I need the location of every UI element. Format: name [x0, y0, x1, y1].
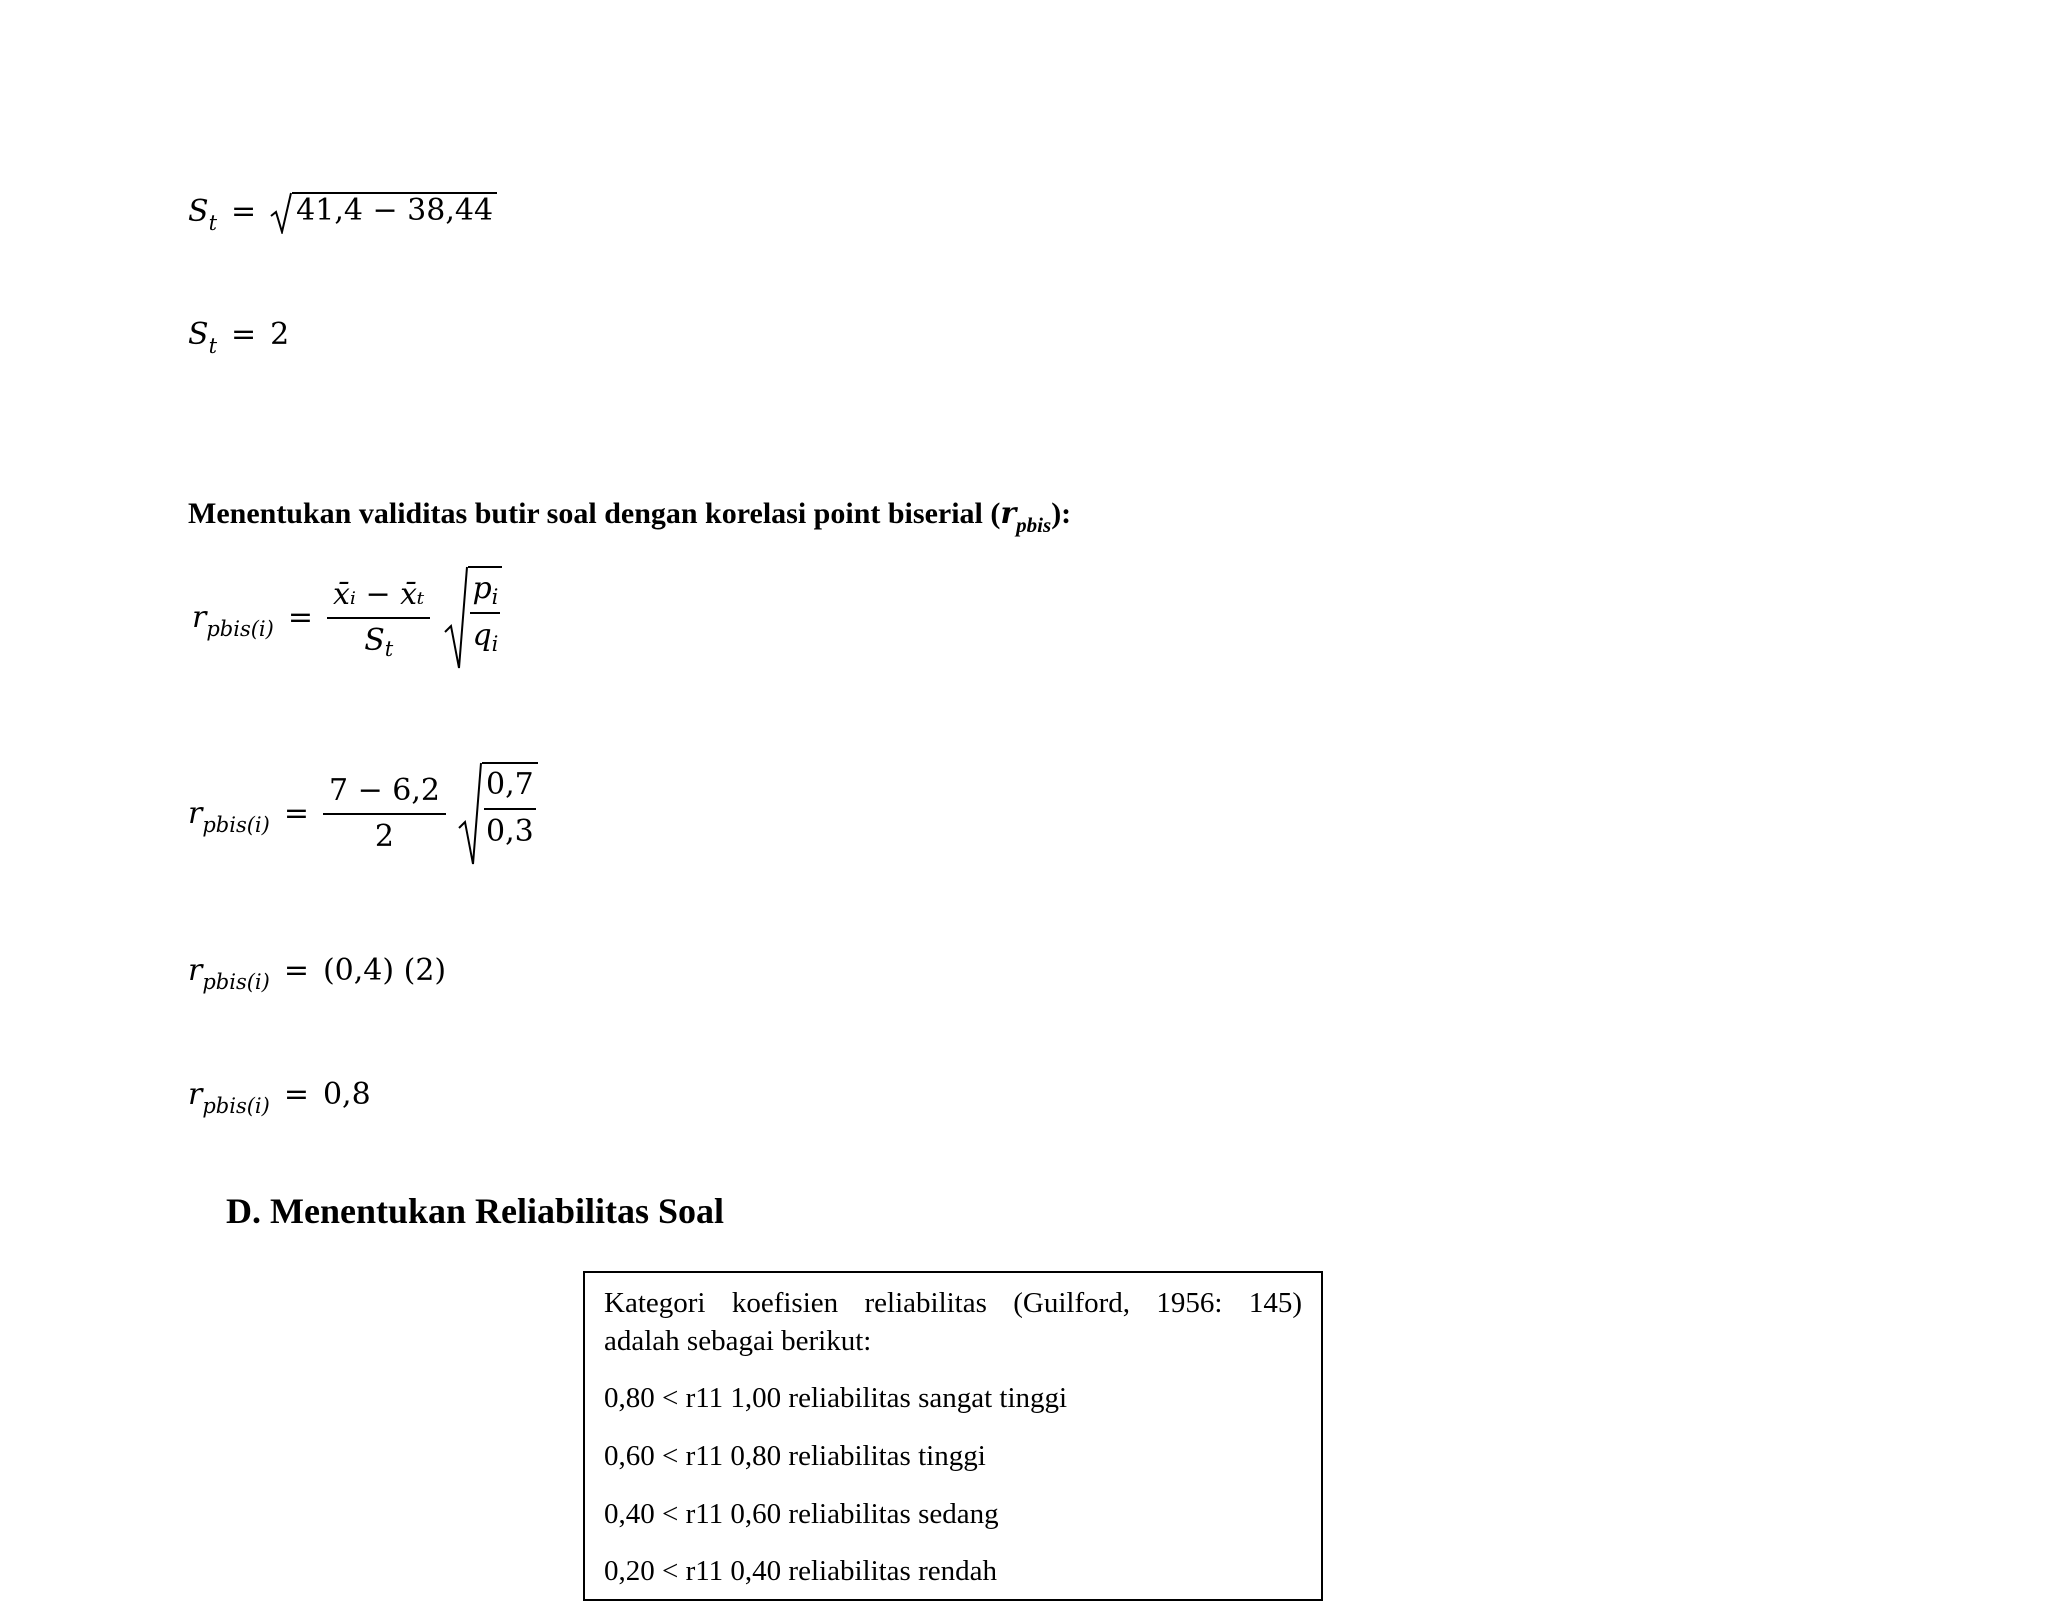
q-sub: i	[491, 631, 499, 656]
fraction-bar	[470, 612, 500, 614]
square-root	[270, 192, 497, 234]
rpbis-subscript: pbis(i)	[202, 813, 270, 837]
validity-heading-var: r	[1000, 496, 1017, 531]
radicand	[468, 566, 502, 670]
st-value: 2	[270, 317, 290, 352]
validity-heading-sub: pbis	[1016, 513, 1052, 537]
intro-word: 145)	[1248, 1287, 1302, 1319]
ratio-fraction	[484, 768, 536, 849]
square-root	[458, 762, 538, 866]
equals-sign: =	[283, 1077, 309, 1112]
intro-word: koefisien	[731, 1287, 839, 1319]
fraction-numerator: x̄ᵢ − x̄ₜ	[332, 576, 425, 612]
validity-heading-tail: ):	[1051, 497, 1072, 530]
p-var: p	[472, 571, 492, 606]
p-sub: i	[491, 585, 499, 609]
rpbis-var: r	[192, 600, 207, 635]
validity-heading-text: Menentukan validitas butir soal dengan korelasi point biserial (	[188, 497, 1001, 530]
rpbis-subscript: pbis(i)	[202, 1094, 270, 1118]
mean-difference-fraction	[323, 774, 446, 855]
rpbis-subscript: pbis(i)	[206, 617, 274, 641]
rpbis-var: r	[188, 1077, 203, 1112]
st-equation-result	[188, 317, 290, 358]
fraction-numerator: 7 − 6,2	[328, 772, 440, 808]
mean-difference-fraction	[327, 578, 430, 659]
section-d-heading: D. Menentukan Reliabilitas Soal	[226, 1191, 725, 1231]
rpbis-step	[188, 953, 447, 994]
rpbis-formula	[192, 566, 502, 670]
box-intro-line-1	[604, 1285, 1302, 1323]
rpbis-lhs	[188, 796, 270, 837]
intro-word: Kategori	[604, 1287, 706, 1319]
box-intro-line-2: adalah sebagai berikut:	[604, 1324, 872, 1357]
equals-sign: =	[287, 600, 313, 635]
equals-sign: =	[283, 796, 309, 831]
fraction-numerator: 0,7	[485, 767, 534, 802]
category-very-high: 0,80 < r11 1,00 reliabilitas sangat tinggi	[604, 1382, 1068, 1415]
rpbis-var: r	[188, 953, 203, 988]
category-high: 0,60 < r11 0,80 reliabilitas tinggi	[604, 1440, 986, 1473]
rpbis-subscript: pbis(i)	[202, 970, 270, 994]
square-root	[444, 566, 502, 670]
q-var: q	[472, 617, 492, 653]
rpbis-step-value: (0,4) (2)	[322, 953, 447, 988]
radicand	[482, 762, 538, 866]
category-medium: 0,40 < r11 0,60 reliabilitas sedang	[604, 1497, 999, 1530]
radical-sign-icon	[270, 192, 292, 234]
rpbis-result-value: 0,8	[322, 1077, 371, 1112]
fraction-denominator	[470, 619, 500, 654]
category-low: 0,20 < r11 0,40 reliabilitas rendah	[604, 1555, 997, 1588]
fraction-numerator	[470, 572, 500, 607]
st-equation-sqrt	[188, 192, 497, 234]
st-var: S	[188, 194, 209, 229]
st-subscript: t	[208, 334, 218, 358]
validity-heading	[188, 496, 1072, 537]
intro-word: reliabilitas	[864, 1287, 987, 1319]
radical-sign-icon	[444, 566, 468, 670]
radical-sign-icon	[458, 762, 482, 866]
fraction-bar	[484, 808, 536, 810]
reliability-category-box	[583, 1271, 1323, 1601]
radicand: 41,4 − 38,44	[292, 192, 497, 234]
rpbis-result	[188, 1077, 371, 1118]
st-subscript: t	[208, 211, 218, 235]
rpbis-var: r	[188, 796, 203, 831]
st-var: S	[188, 317, 209, 352]
intro-word: (Guilford,	[1013, 1287, 1131, 1319]
intro-word: 1956:	[1156, 1287, 1223, 1319]
den-sub: t	[384, 637, 394, 661]
fraction-denominator	[327, 624, 430, 659]
fraction-denominator: 0,3	[485, 813, 534, 849]
fraction-bar	[327, 617, 430, 619]
fraction-bar	[323, 813, 446, 815]
equals-sign: =	[283, 953, 309, 988]
rpbis-lhs	[192, 600, 274, 641]
p-over-q-fraction	[470, 571, 500, 656]
fraction-denominator: 2	[374, 819, 395, 854]
rpbis-substitution	[188, 762, 538, 866]
equals-sign: =	[231, 317, 257, 352]
den-var: S	[364, 623, 385, 658]
equals-sign: =	[231, 194, 257, 229]
